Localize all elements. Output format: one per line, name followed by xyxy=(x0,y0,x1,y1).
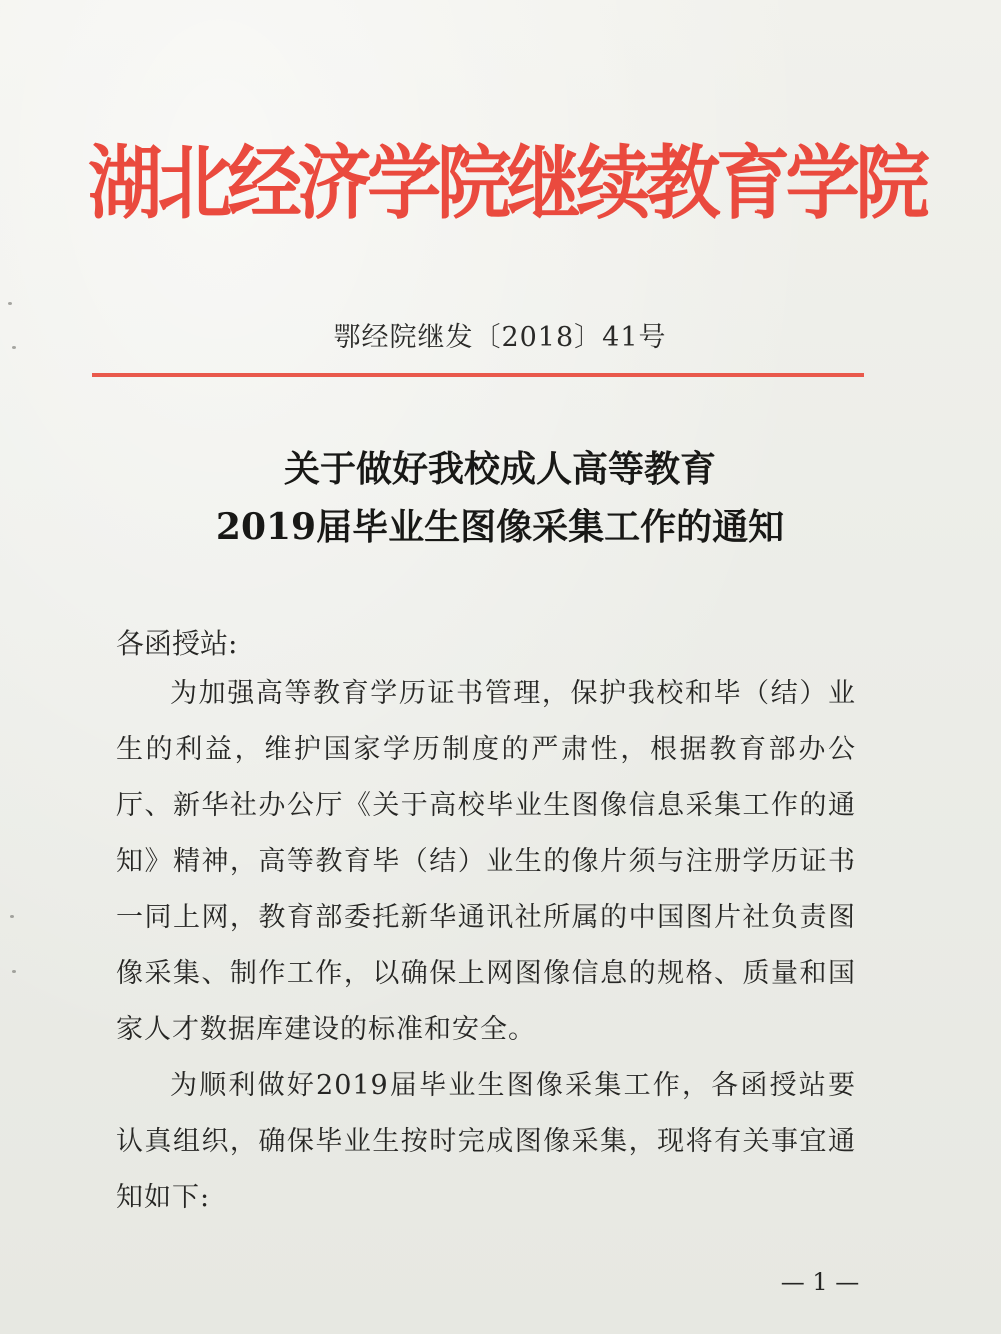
paper-speck xyxy=(12,970,16,973)
body-paragraph: 为顺利做好2019届毕业生图像采集工作，各函授站要认真组织，确保毕业生按时完成图像采集，现将有关事宜通知如下: xyxy=(116,1070,856,1213)
title-line-2: 2019届毕业生图像采集工作的通知 xyxy=(215,506,785,548)
paper-speck xyxy=(8,302,12,305)
notice-body xyxy=(116,666,856,1226)
document-number: 鄂经院继发〔2018〕41号 xyxy=(333,322,667,353)
red-divider-line xyxy=(92,373,864,377)
salutation: 各函授站: xyxy=(116,627,238,660)
page-number: — 1 — xyxy=(780,1268,860,1296)
paper-speck xyxy=(12,346,16,349)
body-paragraph: 为加强高等教育学历证书管理，保护我校和毕（结）业生的利益，维护国家学历制度的严肃性，根据教育部办公厅、新华社办公厅《关于高校毕业生图像信息采集工作的通知》精神，高等教育毕（结）业生的像片须与注册学历证书一同上网，教育部委托新华通讯社所属的中国图片社负责图像采集、制作工作，以确保上网图像信息的规格、质量和国家人才数据库建设的标准和安全。 xyxy=(116,678,856,1045)
paper-speck xyxy=(10,915,14,918)
notice-title xyxy=(100,440,900,556)
title-line-1: 关于做好我校成人高等教育 xyxy=(283,448,716,490)
institution-header: 湖北经济学院继续教育学院 xyxy=(88,137,925,230)
